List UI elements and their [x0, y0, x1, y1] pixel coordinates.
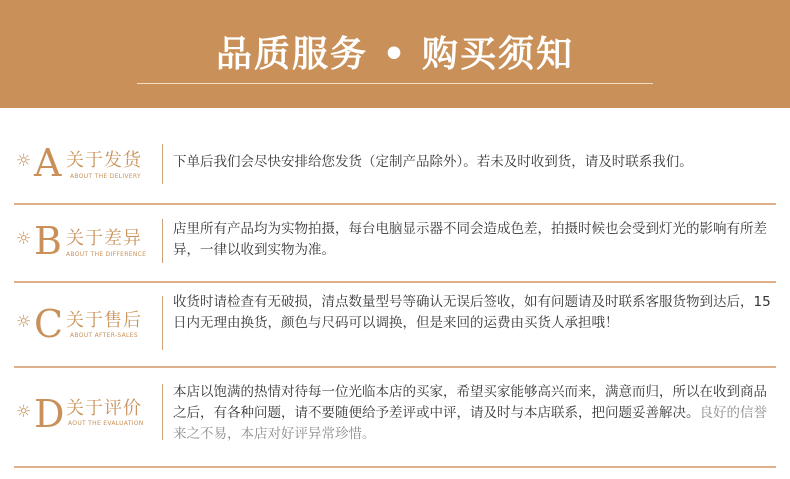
section-c-letter: C — [34, 302, 64, 346]
sun-ornament-icon: ☼ — [16, 151, 32, 171]
section-b-subtitle: ABOUT THE DIFFERENCE — [66, 251, 147, 258]
section-c-title: 关于售后 — [66, 310, 142, 331]
section-c-body: 收货时请检查有无破损，清点数量型号等确认无误后签收，如有问题请及时联系客服货物到达后，15日内无理由换货，颜色与尺码可以调换，但是来回的运费由买货人承担哦！ — [173, 294, 771, 331]
section-b-letter: B — [34, 219, 62, 263]
section-a-separator — [162, 144, 163, 184]
section-a-letter: A — [34, 141, 62, 185]
section-d-body-faded: 良好的信誉来之不易，本店对好评异常珍惜。 — [173, 405, 767, 442]
section-divider — [14, 281, 776, 283]
section-c-subtitle: ABOUT AFTER-SALES — [70, 332, 138, 339]
section-divider — [14, 366, 776, 368]
section-d-title: 关于评价 — [66, 398, 142, 419]
sun-ornament-icon: ☼ — [16, 229, 32, 249]
section-d-body — [173, 382, 773, 445]
section-d-separator — [162, 384, 163, 440]
section-divider — [14, 466, 776, 468]
sun-ornament-icon: ☼ — [16, 402, 32, 422]
title-underline — [137, 83, 653, 84]
section-a-subtitle: ABOUT THE DELIVERY — [70, 173, 141, 180]
page-title: 品质服务 • 购买须知 — [215, 34, 575, 75]
section-d-subtitle: AOUT THE EVALUATION — [68, 420, 144, 427]
section-a-title: 关于发货 — [66, 150, 142, 171]
section-b-separator — [162, 219, 163, 263]
section-a-body: 下单后我们会尽快安排给您发货（定制产品除外）。若未及时收到货，请及时联系我们。 — [173, 154, 693, 170]
sun-ornament-icon: ☼ — [16, 312, 32, 332]
section-divider — [14, 203, 776, 205]
section-d-body-main: 本店以饱满的热情对待每一位光临本店的买家，希望买家能够高兴而来，满意而归，所以在收到商品之后，有各种问题，请不要随便给予差评或中评，请及时与本店联系，把问题妥善解决。 — [173, 384, 767, 421]
header-banner — [0, 0, 790, 108]
section-b-body: 店里所有产品均为实物拍摄，每台电脑显示器不同会造成色差，拍摄时候也会受到灯光的影响有所差异，一律以收到实物为准。 — [173, 221, 767, 258]
section-c-separator — [162, 296, 163, 350]
section-b-title: 关于差异 — [66, 228, 142, 249]
section-d-letter: D — [34, 392, 65, 436]
